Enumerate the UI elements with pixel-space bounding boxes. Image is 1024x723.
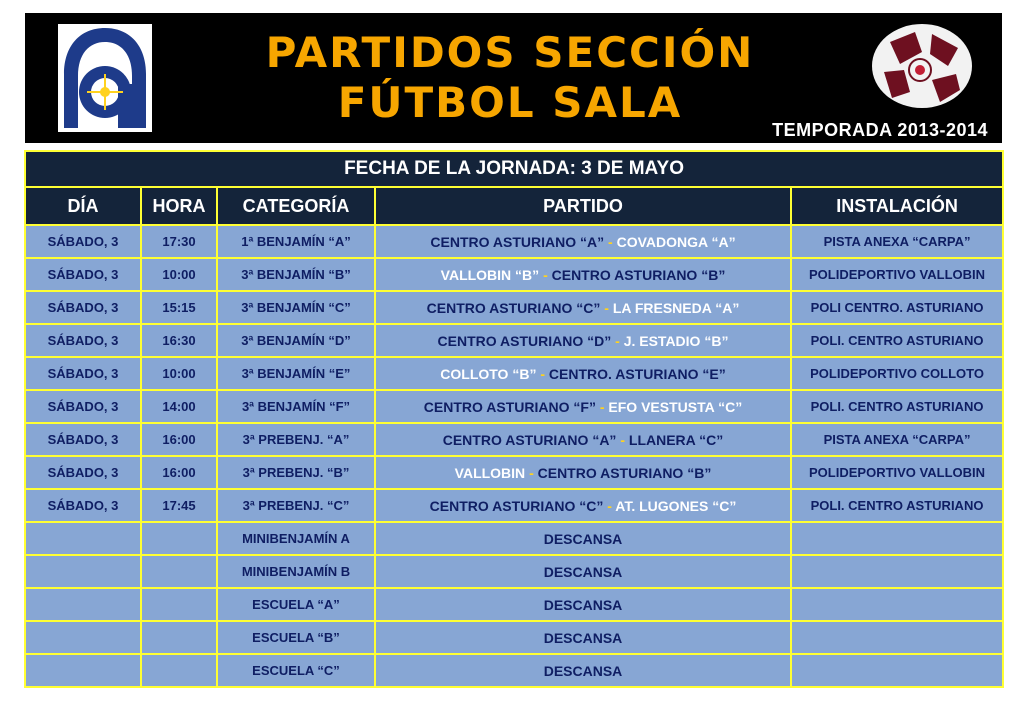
away-team: COVADONGA “A” <box>616 233 736 250</box>
home-team: CENTRO ASTURIANO “D” <box>437 332 612 349</box>
table-row <box>25 654 1003 687</box>
hora-cell: 10:00 <box>141 258 217 291</box>
dia-cell <box>25 654 141 687</box>
instalacion-cell <box>791 654 1003 687</box>
hora-cell: 15:15 <box>141 291 217 324</box>
partido-cell: DESCANSA <box>375 522 791 555</box>
partido-cell: DESCANSA <box>375 621 791 654</box>
away-team: LLANERA “C” <box>628 431 724 448</box>
dia-cell <box>25 522 141 555</box>
table-row <box>25 522 1003 555</box>
dia-cell <box>25 588 141 621</box>
table-row <box>25 258 1003 291</box>
hora-cell: 14:00 <box>141 390 217 423</box>
table-row <box>25 357 1003 390</box>
centro-asturiano-logo-icon <box>58 24 152 132</box>
categoria-cell: 3ª BENJAMÍN “E” <box>217 357 375 390</box>
instalacion-cell <box>791 555 1003 588</box>
dia-cell: SÁBADO, 3 <box>25 225 141 258</box>
away-team: AT. LUGONES “C” <box>615 497 737 514</box>
table-row <box>25 291 1003 324</box>
categoria-cell: MINIBENJAMÍN A <box>217 522 375 555</box>
hora-cell <box>141 555 217 588</box>
categoria-cell: 3ª PREBENJ. “B” <box>217 456 375 489</box>
jornada-date: FECHA DE LA JORNADA: 3 DE MAYO <box>25 151 1003 187</box>
away-team: CENTRO ASTURIANO “B” <box>551 266 726 283</box>
instalacion-cell: POLIDEPORTIVO VALLOBIN <box>791 456 1003 489</box>
fixtures-table <box>24 150 1004 688</box>
categoria-cell: ESCUELA “B” <box>217 621 375 654</box>
dia-cell: SÁBADO, 3 <box>25 423 141 456</box>
partido-cell: CENTRO ASTURIANO “A” - LLANERA “C” <box>375 423 791 456</box>
partido-cell: COLLOTO “B” - CENTRO. ASTURIANO “E” <box>375 357 791 390</box>
partido-cell: DESCANSA <box>375 555 791 588</box>
table-row <box>25 324 1003 357</box>
home-team: CENTRO ASTURIANO “C” <box>426 299 601 316</box>
hora-cell <box>141 654 217 687</box>
table-row <box>25 225 1003 258</box>
away-team: EFO VESTUSTA “C” <box>608 398 743 415</box>
dia-cell: SÁBADO, 3 <box>25 258 141 291</box>
partido-cell: CENTRO ASTURIANO “C” - LA FRESNEDA “A” <box>375 291 791 324</box>
dia-cell <box>25 621 141 654</box>
categoria-cell: 3ª BENJAMÍN “B” <box>217 258 375 291</box>
hora-cell: 10:00 <box>141 357 217 390</box>
away-team: CENTRO. ASTURIANO “E” <box>548 365 726 382</box>
categoria-cell: 1ª BENJAMÍN “A” <box>217 225 375 258</box>
categoria-cell: ESCUELA “A” <box>217 588 375 621</box>
away-team: CENTRO ASTURIANO “B” <box>537 464 712 481</box>
instalacion-cell: PISTA ANEXA “CARPA” <box>791 423 1003 456</box>
table-row <box>25 456 1003 489</box>
hora-cell: 16:00 <box>141 423 217 456</box>
table-row <box>25 555 1003 588</box>
instalacion-cell <box>791 588 1003 621</box>
hora-cell: 17:45 <box>141 489 217 522</box>
partido-cell: CENTRO ASTURIANO “F” - EFO VESTUSTA “C” <box>375 390 791 423</box>
instalacion-cell: POLIDEPORTIVO COLLOTO <box>791 357 1003 390</box>
hora-cell: 16:30 <box>141 324 217 357</box>
categoria-cell: 3ª PREBENJ. “A” <box>217 423 375 456</box>
instalacion-cell: POLIDEPORTIVO VALLOBIN <box>791 258 1003 291</box>
partido-cell: VALLOBIN - CENTRO ASTURIANO “B” <box>375 456 791 489</box>
table-row <box>25 621 1003 654</box>
home-team: COLLOTO “B” <box>440 365 537 382</box>
column-header-categoria: CATEGORÍA <box>217 187 375 225</box>
instalacion-cell <box>791 621 1003 654</box>
column-header-partido: PARTIDO <box>375 187 791 225</box>
column-header-hora: HORA <box>141 187 217 225</box>
home-team: VALLOBIN “B” <box>440 266 540 283</box>
dia-cell: SÁBADO, 3 <box>25 291 141 324</box>
dia-cell: SÁBADO, 3 <box>25 456 141 489</box>
hora-cell: 17:30 <box>141 225 217 258</box>
instalacion-cell: PISTA ANEXA “CARPA” <box>791 225 1003 258</box>
away-team: LA FRESNEDA “A” <box>612 299 740 316</box>
title-line-1: PARTIDOS SECCIÓN <box>265 28 755 77</box>
column-header-instalacion: INSTALACIÓN <box>791 187 1003 225</box>
home-team: CENTRO ASTURIANO “C” <box>429 497 604 514</box>
categoria-cell: 3ª BENJAMÍN “C” <box>217 291 375 324</box>
instalacion-cell: POLI. CENTRO ASTURIANO <box>791 324 1003 357</box>
partido-cell: CENTRO ASTURIANO “A” - COVADONGA “A” <box>375 225 791 258</box>
dia-cell: SÁBADO, 3 <box>25 390 141 423</box>
instalacion-cell: POLI. CENTRO ASTURIANO <box>791 390 1003 423</box>
hora-cell <box>141 588 217 621</box>
hora-cell <box>141 522 217 555</box>
categoria-cell: ESCUELA “C” <box>217 654 375 687</box>
home-team: VALLOBIN <box>454 464 526 481</box>
hora-cell <box>141 621 217 654</box>
home-team: CENTRO ASTURIANO “F” <box>423 398 596 415</box>
dia-cell: SÁBADO, 3 <box>25 489 141 522</box>
futsal-ball-icon <box>870 22 974 110</box>
instalacion-cell: POLI. CENTRO ASTURIANO <box>791 489 1003 522</box>
hora-cell: 16:00 <box>141 456 217 489</box>
home-team: CENTRO ASTURIANO “A” <box>430 233 605 250</box>
table-row <box>25 423 1003 456</box>
table-row <box>25 588 1003 621</box>
categoria-cell: 3ª BENJAMÍN “D” <box>217 324 375 357</box>
title-line-2: FÚTBOL SALA <box>337 78 683 127</box>
instalacion-cell: POLI CENTRO. ASTURIANO <box>791 291 1003 324</box>
instalacion-cell <box>791 522 1003 555</box>
home-team: CENTRO ASTURIANO “A” <box>442 431 617 448</box>
dia-cell <box>25 555 141 588</box>
season-label: TEMPORADA 2013-2014 <box>772 120 988 140</box>
partido-cell: DESCANSA <box>375 654 791 687</box>
column-header-dia: DÍA <box>25 187 141 225</box>
partido-cell: DESCANSA <box>375 588 791 621</box>
away-team: J. ESTADIO “B” <box>623 332 729 349</box>
dia-cell: SÁBADO, 3 <box>25 357 141 390</box>
table-row <box>25 390 1003 423</box>
partido-cell: CENTRO ASTURIANO “C” - AT. LUGONES “C” <box>375 489 791 522</box>
categoria-cell: 3ª PREBENJ. “C” <box>217 489 375 522</box>
categoria-cell: 3ª BENJAMÍN “F” <box>217 390 375 423</box>
categoria-cell: MINIBENJAMÍN B <box>217 555 375 588</box>
partido-cell: VALLOBIN “B” - CENTRO ASTURIANO “B” <box>375 258 791 291</box>
table-row <box>25 489 1003 522</box>
dia-cell: SÁBADO, 3 <box>25 324 141 357</box>
partido-cell: CENTRO ASTURIANO “D” - J. ESTADIO “B” <box>375 324 791 357</box>
